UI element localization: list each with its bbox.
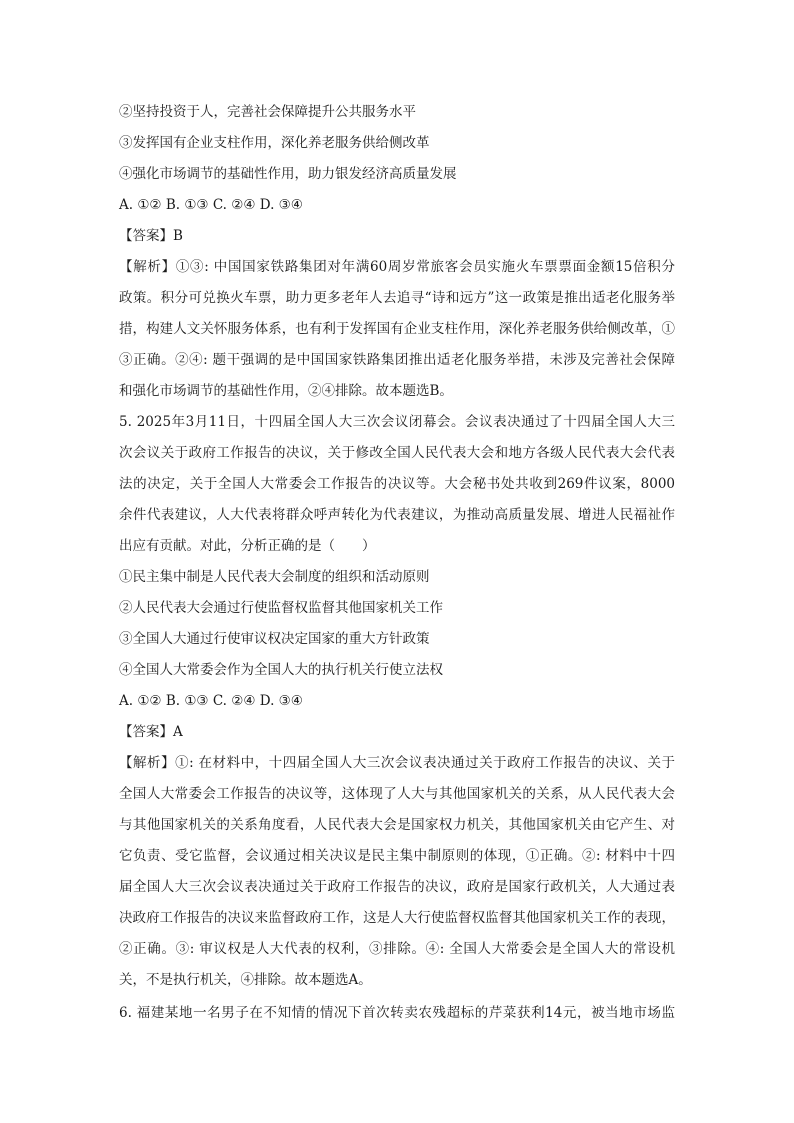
q4-analysis-line: 措，构建人文关怀服务体系，也有利于发挥国有企业支柱作用，深化养老服务供给侧改革，① (119, 321, 675, 337)
q4-answer: 【答案】B (119, 228, 183, 244)
q5-answer: 【答案】A (119, 724, 183, 740)
q4-analysis-line: 政策。积分可兑换火车票，助力更多老年人去追寻“诗和远方”这一政策是推出适老化服务举 (119, 290, 675, 306)
q5-stem-line: 法的决定，关于全国人大常委会工作报告的决议等。大会秘书处共收到269件议案，8000 (119, 476, 675, 492)
q4-analysis-line: 【解析】①③: 中国国家铁路集团对年满60周岁常旅客会员实施火车票票面金额15倍积分 (119, 259, 675, 275)
q5-analysis-line: 它负责、受它监督，会议通过相关决议是民主集中制原则的体现，①正确。②: 材料中十四 (119, 848, 675, 864)
q5-option-2: ②人民代表大会通过行使监督权监督其他国家机关工作 (119, 600, 443, 616)
q6-stem-line: 6. 福建某地一名男子在不知情的情况下首次转卖农残超标的芹菜获利14元，被当地市场监 (119, 1005, 675, 1021)
q5-option-4: ④全国人大常委会作为全国人大的执行机关行使立法权 (119, 662, 443, 678)
q5-stem-line: 5. 2025年3月11日，十四届全国人大三次会议闭幕会。会议表决通过了十四届全国人大三 (119, 414, 675, 430)
q5-option-3: ③全国人大通过行使审议权决定国家的重大方针政策 (119, 631, 430, 647)
q5-stem-line: 出应有贡献。对此，分析正确的是（ ） (119, 538, 376, 554)
q5-option-1: ①民主集中制是人民代表大会制度的组织和活动原则 (119, 569, 430, 585)
q4-analysis-line: 和强化市场调节的基础性作用，②④排除。故本题选B。 (119, 383, 453, 399)
q5-analysis-line: 与其他国家机关的关系角度看，人民代表大会是国家权力机关，其他国家机关由它产生、对 (119, 817, 675, 833)
q5-analysis-line: 决政府工作报告的决议来监督政府工作，这是人大行使监督权监督其他国家机关工作的表现， (119, 910, 675, 926)
q5-analysis-line: 届全国人大三次会议表决通过关于政府工作报告的决议，政府是国家行政机关，人大通过表 (119, 879, 675, 895)
q5-choices: A. ①② B. ①③ C. ②④ D. ③④ (119, 693, 303, 709)
q5-analysis-line: 全国人大常委会工作报告的决议等，这体现了人大与其他国家机关的关系，从人民代表大会 (119, 786, 675, 802)
q5-analysis-line: ②正确。③: 审议权是人大代表的权利，③排除。④: 全国人大常委会是全国人大的常设机 (119, 941, 675, 957)
q5-stem-line: 次会议关于政府工作报告的决议，关于修改全国人民代表大会和地方各级人民代表大会代表 (119, 445, 675, 461)
q5-stem-line: 余件代表建议，人大代表将群众呼声转化为代表建议，为推动高质量发展、增进人民福祉作 (119, 507, 675, 523)
q4-analysis-line: ③正确。②④: 题干强调的是中国国家铁路集团推出适老化服务举措，未涉及完善社会保障 (119, 352, 675, 368)
q5-analysis-line: 【解析】①: 在材料中，十四届全国人大三次会议表决通过关于政府工作报告的决议、关于 (119, 755, 675, 771)
q4-option-4: ④强化市场调节的基础性作用，助力银发经济高质量发展 (119, 166, 457, 182)
q5-analysis-line: 关，不是执行机关，④排除。故本题选A。 (119, 972, 372, 988)
q4-option-3: ③发挥国有企业支柱作用，深化养老服务供给侧改革 (119, 135, 430, 151)
q4-choices: A. ①② B. ①③ C. ②④ D. ③④ (119, 197, 303, 213)
q4-option-2: ②坚持投资于人，完善社会保障提升公共服务水平 (119, 104, 416, 120)
